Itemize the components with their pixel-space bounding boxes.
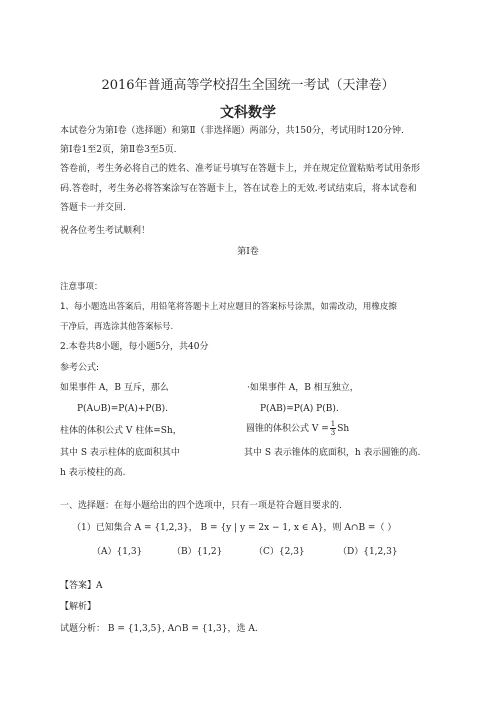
formula-right-3 xyxy=(246,420,349,440)
notes-item-1b: 干净后，再选涂其他答案标号. xyxy=(60,322,174,332)
exam-title: 2016年普通高等学校招生全国统一考试（天津卷） xyxy=(101,78,395,93)
formula-right-2: P(AB)=P(A) P(B). xyxy=(260,404,339,414)
formula-left-2: P(A∪B)=P(A)+P(B). xyxy=(77,404,168,414)
formula-left-3: 柱体的体积公式 V 柱体=Sh， xyxy=(60,426,182,436)
formula-left-1: 如果事件 A，B 互斥，那么 xyxy=(60,383,169,393)
intro-line-6: 祝各位考生考试顺利！ xyxy=(60,226,151,236)
option-c: （C）{2,3} xyxy=(254,547,305,557)
formula-right-1: ·如果事件 A，B 相互独立， xyxy=(247,383,359,393)
intro-line-4: 码.答卷时，考生务必将答案涂写在答题卡上，答在试卷上的无效.考试结束后，将本试卷和 xyxy=(60,184,417,194)
intro-line-1: 本试卷分为第Ⅰ卷（选择题）和第Ⅱ（非选择题）两部分，共150分，考试用时120分钟. xyxy=(60,126,404,136)
intro-line-2: 第Ⅰ卷1至2页，第Ⅱ卷3至5页. xyxy=(60,145,177,155)
cone-volume-label: 圆锥的体积公式 V = xyxy=(246,424,329,434)
analysis-label: 【解析】 xyxy=(60,602,97,612)
fraction-numerator: 1 xyxy=(330,420,336,428)
formula-left-5: h 表示棱柱的高. xyxy=(60,468,126,478)
cone-volume-sh: Sh xyxy=(337,424,350,434)
formula-right-4: 其中 S 表示锥体的底面积，h 表示圆锥的高. xyxy=(244,448,421,458)
notes-heading: 注意事项： xyxy=(60,282,103,292)
section-1-heading: 一、选择题：在每小题给出的四个选项中，只有一项是符合题目要求的. xyxy=(60,501,342,511)
answer-label: 【答案】A xyxy=(60,581,103,591)
option-b: （B）{1,2} xyxy=(172,547,223,557)
section-title: 第Ⅰ卷 xyxy=(237,247,259,257)
analysis-text: 试题分析： B = {1,3,5}, A∩B = {1,3}，选 A. xyxy=(60,624,258,634)
formulas-heading: 参考公式: xyxy=(60,363,100,373)
notes-item-1a: 1、每小题选出答案后，用铅笔将答题卡上对应题目的答案标号涂黑，如需改动，用橡皮擦 xyxy=(60,302,397,312)
one-third-fraction xyxy=(330,420,336,437)
fraction-denominator: 3 xyxy=(330,429,336,437)
intro-line-5: 答题卡一并交回. xyxy=(60,203,126,213)
question-1: （1）已知集合 A = {1,2,3}， B = {y | y = 2x − 1, x ∈ A}，则 A∩B =（ ） xyxy=(72,523,397,533)
intro-line-3: 答卷前，考生务必将自己的姓名、准考证号填写在答题卡上，并在规定位置粘贴考试用条形 xyxy=(60,164,421,174)
formula-left-4: 其中 S 表示柱体的底面积其中 xyxy=(60,448,180,458)
notes-item-2: 2.本卷共8小题，每小题5分，共40分 xyxy=(60,342,209,352)
exam-subtitle: 文科数学 xyxy=(220,105,276,121)
option-a: （A）{1,3} xyxy=(92,547,143,557)
option-d: （D）{1,2,3} xyxy=(338,547,398,557)
